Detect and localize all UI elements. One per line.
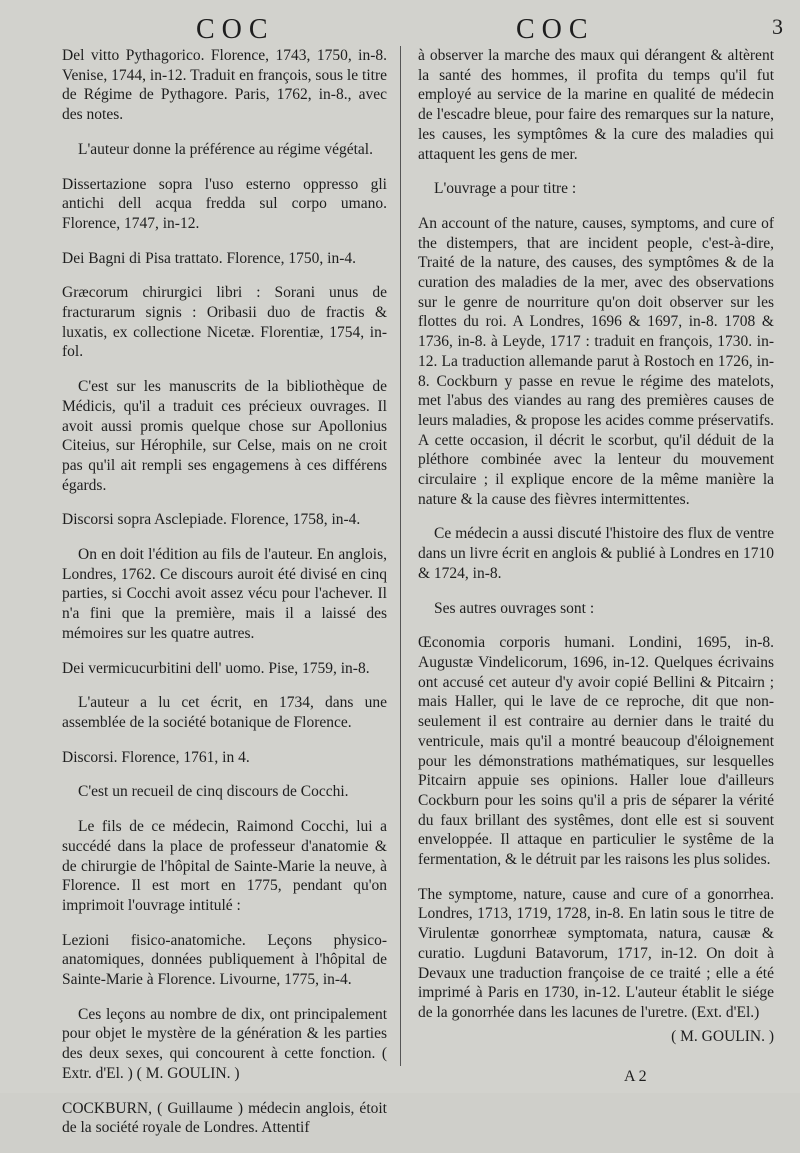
bibliography-entry: Discorsi. Florence, 1761, in 4.: [62, 748, 250, 766]
paragraph: Ses autres ouvrages sont :: [434, 599, 595, 617]
running-head-right: COC: [516, 14, 595, 45]
paragraph: à observer la marche des maux qui dérangent & altèrent la santé des hommes, il profita du temps qu'il fut employé au service de la marine en qualité de médecin de l'escadre bleue, pour faire des remarques sur la nature, les causes, les symptômes & la cure des maladies qui attaquent les gens de mer.: [418, 47, 774, 163]
bibliography-entry: Dissertazione sopra l'uso esterno oppresso gli antichi dell acqua fredda sul corpo umano. Florence, 1747, in-12.: [62, 175, 387, 232]
author-signature: ( M. GOULIN. ): [671, 1027, 774, 1045]
biography-entry: COCKBURN, ( Guillaume ) médecin anglois, étoit de la société royale de Londres. Attentif: [62, 1099, 387, 1137]
bibliography-entry: Del vitto Pythagorico. Florence, 1743, 1750, in-8. Venise, 1744, in-12. Traduit en françois, sous le titre de Régime de Pythagore. Paris, 1762, in-8., avec des notes.: [62, 47, 387, 124]
paragraph: C'est sur les manuscrits de la bibliothèque de Médicis, qu'il a traduit ces précieux ouvrages. Il avoit aussi promis quelque chose sur Apollonius Citeius, sur Hérophile, sur Celse, mais on ne croit pas qu'il ait rempli ses engagemens à ces différens égards.: [62, 378, 387, 494]
bibliography-entry: Discorsi sopra Asclepiade. Florence, 1758, in-4.: [62, 511, 361, 529]
paragraph: Ce médecin a aussi discuté l'histoire des flux de ventre dans un livre écrit en anglois & publié à Londres en 1710 & 1724, in-8.: [418, 525, 774, 582]
column-divider: [400, 46, 401, 1066]
bibliography-entry: Œconomia corporis humani. Londini, 1695, in-8. Augustæ Vindelicorum, 1696, in-12. Quelques écrivains ont accusé cet auteur d'y avoir copié Bellini & Pitcairn ; mais Haller, qui le lave de ce reproche, dit que non-seulement il est contraire au dernier dans le traité du ventricule, mais qu'il a montré beaucoup d'éloignement pour les démonstrations mathématiques, sur lesquelles Pitcairn appuie ses opinions. Haller loue d'ailleurs Cockburn pour les soins qu'il a pris de séparer la vérité du faux brillant des systêmes, dont elle est si souvent enveloppée. Il attaque en particulier le systême de la fermentation, & le détruit par les raisons les plus solides.: [418, 634, 774, 869]
page-number: 3: [772, 14, 783, 39]
paragraph: L'auteur donne la préférence au régime végétal.: [78, 140, 373, 158]
signature-mark: A 2: [624, 1068, 647, 1085]
bibliography-entry: The symptome, nature, cause and cure of a gonorrhea. Londres, 1713, 1719, 1728, in-8. En latin sous le titre de Virulentæ gonorrheæ symptomata, natura, causæ & curatio. Lugduni Batavorum, 1717, in-12. On doit à Devaux une traduction françoise de ce traité ; elle a été imprimé à Paris en 1730, in-12. L'auteur établit le siége de la gonorrhée dans les lacunes de l'uretre. (Ext. d'El.): [418, 885, 774, 1021]
paragraph: L'auteur a lu cet écrit, en 1734, dans une assemblée de la société botanique de Florence.: [62, 694, 387, 731]
running-head-left: COC: [196, 14, 275, 45]
bibliography-entry: Dei vermicucurbitini dell' uomo. Pise, 1759, in-8.: [62, 659, 370, 677]
bibliography-entry: An account of the nature, causes, symptoms, and cure of the distempers, that are incident people, c'est-à-dire, Traité de la nature, des causes, des symptômes & de la curation des maladies de la mer, avec des observations sur le genre de nourriture qu'on doit observer sur les flottes du roi. A Londres, 1696 & 1697, in-8. 1708 & 1736, in-8. à Leyde, 1717 : traduit en françois, 1730. in-12. La traduction allemande parut à Rostoch en 1726, in-8. Cockburn y passe en revue le régime des matelots, met l'abus des viandes au rang des premières causes de leurs maladies, & propose les acides comme préservatifs. A cette occasion, il décrit le scorbut, qu'il déduit de la pléthore combinée avec la lenteur du mouvement circulaire ; il explique encore de la même manière la nature & la cause des fièvres intermittentes.: [418, 214, 774, 508]
paragraph: C'est un recueil de cinq discours de Cocchi.: [78, 783, 349, 801]
right-column: [418, 46, 774, 1046]
bibliography-entry: Lezioni fisico-anatomiche. Leçons physico-anatomiques, données publiquement à l'hôpital de Sainte-Marie à Florence. Livourne, 1775, in-4.: [62, 931, 387, 989]
paragraph: L'ouvrage a pour titre :: [434, 180, 577, 198]
paragraph: On en doit l'édition au fils de l'auteur. En anglois, Londres, 1762. Ce discours auroit été divisé en cinq parties, si Cocchi avoit assez vécu pour l'achever. Il n'a fini que la première, mais il a laissé des mémoires sur les quatre autres.: [62, 546, 387, 642]
bibliography-entry: Dei Bagni di Pisa trattato. Florence, 1750, in-4.: [62, 249, 357, 267]
left-column: [62, 46, 387, 1153]
paragraph: Le fils de ce médecin, Raimond Cocchi, lui a succédé dans la place de professeur d'anatomie & de chirurgie de l'hôpital de Sainte-Marie la neuve, à Florence. Il est mort en 1775, pendant qu'on imprimoit l'ouvrage intitulé :: [62, 818, 387, 914]
paragraph: Ces leçons au nombre de dix, ont principalement pour objet le mystère de la génération & les parties des deux sexes, qui concourent à cette fonction. ( Extr. d'El. ) ( M. GOULIN. ): [62, 1005, 387, 1082]
bibliography-entry: Græcorum chirurgici libri : Sorani unus de fracturarum signis : Oribasii duo de fractis & luxatis, ex collectione Nicetæ. Florentiæ, 1754, in-fol.: [62, 284, 387, 361]
